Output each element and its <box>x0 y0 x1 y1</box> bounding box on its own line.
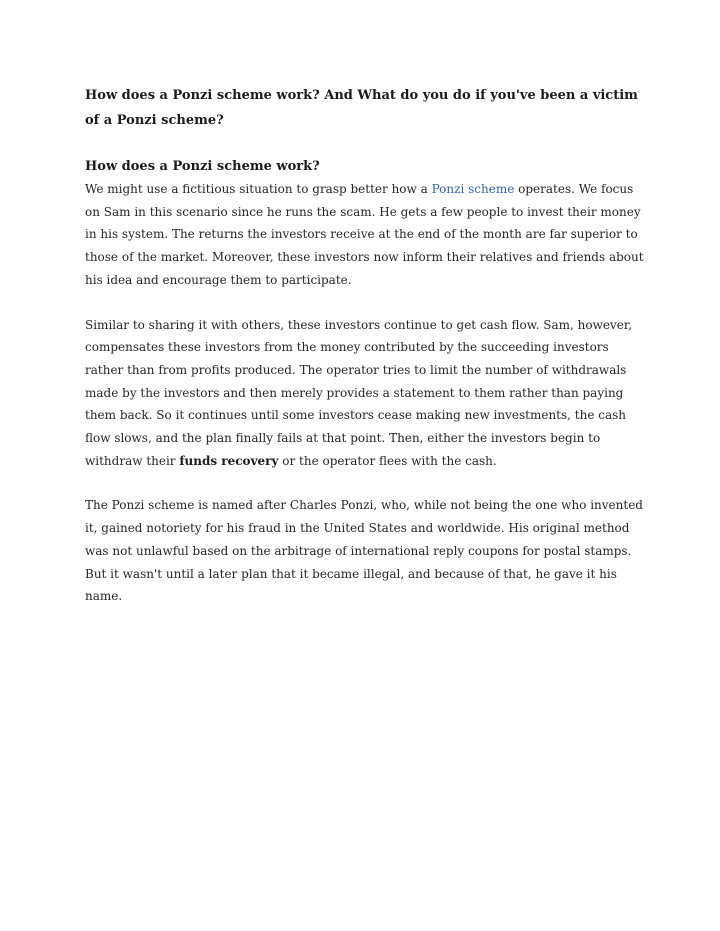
paragraph-3: The Ponzi scheme is named after Charles Ponzi, who, while not being the one who invented it, gained notoriety for his fraud in the United States and worldwide. His original method was not unlawful based on the arbitrage of international reply coupons for postal stamps. But it wasn't until a later plan that it became illegal, and because of that, he gave it his name. <box>85 498 643 604</box>
ponzi-scheme-link[interactable]: Ponzi scheme <box>431 182 515 196</box>
section-heading: How does a Ponzi scheme work? <box>85 159 320 174</box>
paragraph-2 <box>85 314 645 473</box>
funds-recovery-emphasis: funds recovery <box>179 453 279 468</box>
document-page <box>85 83 645 630</box>
paragraph-1-text-start: We might use a fictitious situation to grasp better how a <box>85 182 432 196</box>
page-title: How does a Ponzi scheme work? And What do you do if you've been a victim of a Ponzi scheme? <box>85 88 638 128</box>
paragraph-2-text-start: Similar to sharing it with others, these investors continue to get cash flow. Sam, however, compensates these investors from the money contributed by the succeeding investors rather than from profits produced. The operator tries to limit the number of withdrawals made by the investors and then merely provides a statement to them rather than paying them back. So it continues until some investors cease making new investments, the cash flow slows, and the plan finally fails at that point. Then, either the investors begin to withdraw their <box>85 317 633 468</box>
paragraph-1-text-end: operates. We focus on Sam in this scenario since he runs the scam. He gets a few people to invest their money in his system. The returns the investors receive at the end of the month are far superior to those of the market. Moreover, these investors now inform their relatives and friends about his idea and encourage them to participate. <box>85 182 644 287</box>
paragraph-2-text-end: or the operator flees with the cash. <box>278 453 497 468</box>
paragraph-1 <box>85 178 645 292</box>
